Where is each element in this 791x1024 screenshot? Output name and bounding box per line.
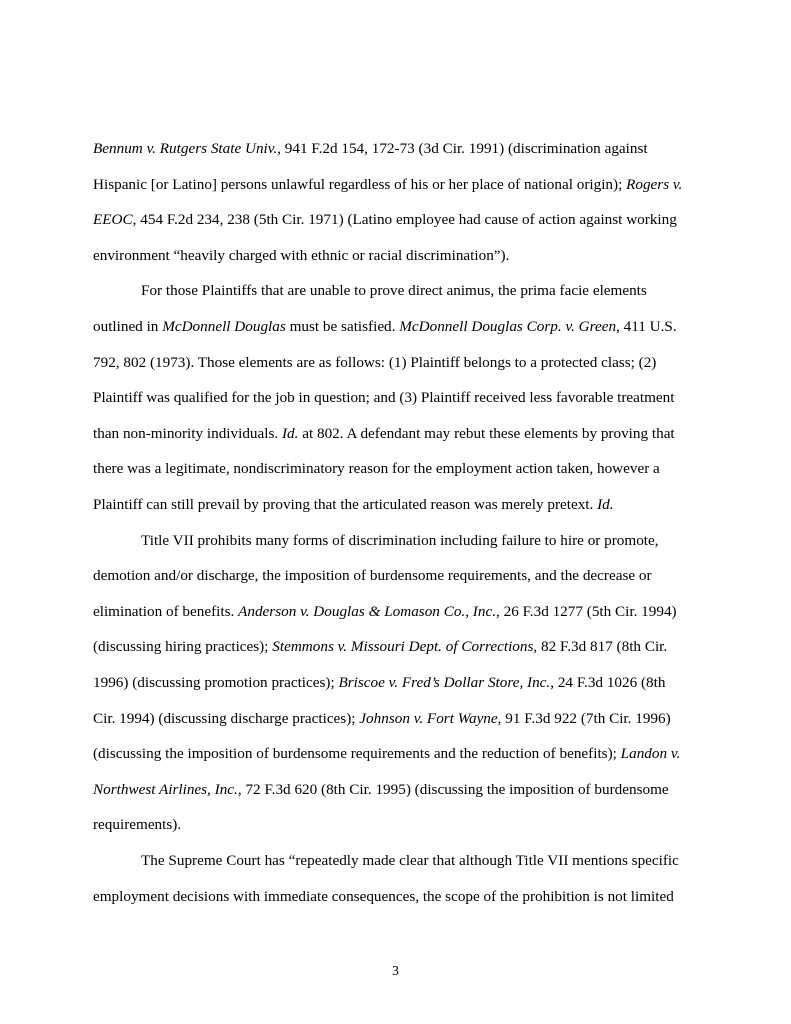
text-segment: employment decisions with immediate consequences, the scope of the prohibition is not limited: [93, 888, 674, 905]
text-segment: Plaintiff can still prevail by proving that the articulated reason was merely pretext.: [93, 496, 598, 513]
text-segment: Plaintiff was qualified for the job in question; and (3) Plaintiff received less favorable treatment: [93, 389, 675, 406]
text-line: [93, 388, 674, 408]
text-segment: , 82 F.3d 817 (8th Cir.: [533, 638, 668, 655]
text-segment: at 802. A defendant may rebut these elements by proving that: [298, 425, 675, 442]
text-segment: , 72 F.3d 620 (8th Cir. 1995) (discussing the imposition of burdensome: [237, 781, 669, 798]
case-citation: Bennum v. Rutgers State Univ.: [93, 140, 278, 157]
text-segment: , 24 F.3d 1026 (8th: [550, 674, 666, 691]
text-line: [93, 139, 648, 159]
case-citation: Briscoe v. Fred’s Dollar Store, Inc.: [338, 674, 551, 691]
text-segment: , 941 F.2d 154, 172-73 (3d Cir. 1991) (discrimination against: [277, 140, 648, 157]
case-citation: Johnson v. Fort Wayne: [359, 710, 498, 727]
text-segment: (discussing the imposition of burdensome requirements and the reduction of benefits);: [93, 745, 621, 762]
page-number: 3: [392, 963, 399, 978]
text-line: [93, 709, 671, 729]
text-line: [93, 815, 181, 835]
text-segment: The Supreme Court has “repeatedly made clear that although Title VII mentions specific: [141, 852, 679, 869]
text-segment: elimination of benefits.: [93, 603, 239, 620]
text-line: [141, 281, 647, 301]
text-segment: than non-minority individuals.: [93, 425, 282, 442]
case-citation: Landon v.: [620, 745, 681, 762]
text-segment: 1996) (discussing promotion practices);: [93, 674, 339, 691]
case-citation: Northwest Airlines, Inc.: [93, 781, 238, 798]
text-line: [93, 637, 667, 657]
text-segment: Title VII prohibits many forms of discrimination including failure to hire or promote,: [141, 532, 659, 549]
text-line: [93, 424, 675, 444]
text-line: [93, 353, 656, 373]
text-line: [141, 851, 679, 871]
text-segment: must be satisfied.: [285, 318, 400, 335]
text-segment: For those Plaintiffs that are unable to prove direct animus, the prima facie elements: [141, 282, 647, 299]
case-citation: Anderson v. Douglas & Lomason Co., Inc.: [238, 603, 496, 620]
text-segment: requirements).: [93, 816, 182, 833]
text-segment: demotion and/or discharge, the imposition of burdensome requirements, and the decrease or: [93, 567, 652, 584]
text-segment: , 411 U.S.: [616, 318, 677, 335]
text-line: [93, 887, 674, 907]
text-line: [93, 602, 677, 622]
text-line: [93, 317, 677, 337]
text-line: [93, 459, 660, 479]
text-line: [141, 531, 659, 551]
text-line: [93, 495, 614, 515]
text-segment: , 454 F.2d 234, 238 (5th Cir. 1971) (Latino employee had cause of action against working: [132, 211, 677, 228]
text-segment: , 26 F.3d 1277 (5th Cir. 1994): [496, 603, 677, 620]
text-line: [93, 246, 509, 266]
text-segment: Cir. 1994) (discussing discharge practices);: [93, 710, 360, 727]
text-line: [93, 210, 677, 230]
case-citation: Stemmons v. Missouri Dept. of Corrections: [272, 638, 534, 655]
text-segment: 792, 802 (1973). Those elements are as follows: (1) Plaintiff belongs to a protected class; (2): [93, 354, 657, 371]
text-line: [93, 566, 652, 586]
case-citation: Id.: [597, 496, 614, 513]
case-citation: EEOC: [93, 211, 133, 228]
case-citation: Rogers v.: [626, 176, 683, 193]
case-citation: McDonnell Douglas Corp. v. Green: [399, 318, 617, 335]
text-line: [93, 744, 680, 764]
text-line: [93, 175, 682, 195]
text-segment: (discussing hiring practices);: [93, 638, 273, 655]
text-segment: , 91 F.3d 922 (7th Cir. 1996): [497, 710, 671, 727]
text-segment: there was a legitimate, nondiscriminatory reason for the employment action taken, however a: [93, 460, 660, 477]
case-citation: Id.: [281, 425, 299, 442]
text-segment: Hispanic [or Latino] persons unlawful regardless of his or her place of national origin);: [93, 176, 627, 193]
text-segment: outlined in: [93, 318, 163, 335]
text-segment: environment “heavily charged with ethnic or racial discrimination”).: [93, 247, 510, 264]
text-line: [93, 673, 665, 693]
text-line: [93, 780, 669, 800]
case-citation: McDonnell Douglas: [162, 318, 286, 335]
